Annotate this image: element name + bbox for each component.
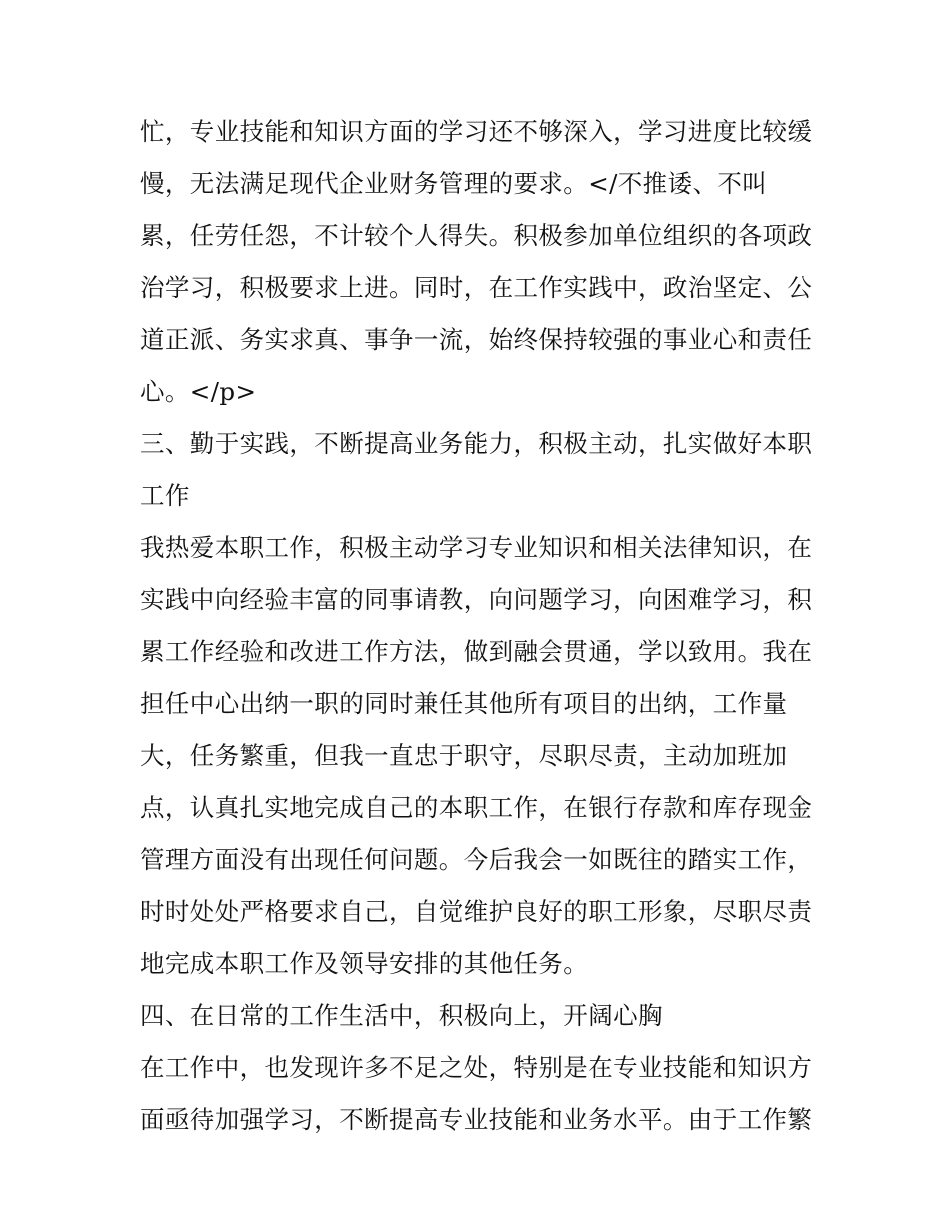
text-line: 点，认真扎实地完成自己的本职工作，在银行存款和库存现金 (140, 793, 813, 822)
text-line: 累，任劳任怨，不计较个人得失。积极参加单位组织的各项政 (140, 221, 813, 250)
body-text (140, 106, 820, 1146)
text-line: 管理方面没有出现任何问题。今后我会一如既往的踏实工作， (140, 845, 813, 874)
section-heading: 三、勤于实践，不断提高业务能力，积极主动，扎实做好本职 (140, 429, 813, 458)
text-line: 道正派、务实求真、事争一流，始终保持较强的事业心和责任 (140, 325, 813, 354)
text-line: 实践中向经验丰富的同事请教，向问题学习，向困难学习，积 (140, 585, 813, 614)
text-line: 我热爱本职工作，积极主动学习专业知识和相关法律知识，在 (140, 533, 813, 562)
text-line: 慢，无法满足现代企业财务管理的要求。</不推诿、不叫 (140, 169, 768, 198)
text-line: 累工作经验和改进工作方法，做到融会贯通，学以致用。我在 (140, 637, 813, 666)
text-line: 治学习，积极要求上进。同时，在工作实践中，政治坚定、公 (140, 273, 813, 302)
text-line: 地完成本职工作及领导安排的其他任务。 (140, 949, 589, 978)
text-line: 面亟待加强学习，不断提高专业技能和业务水平。由于工作繁 (140, 1105, 813, 1134)
text-line: 忙，专业技能和知识方面的学习还不够深入，学习进度比较缓 (140, 117, 813, 146)
text-line: 心。</p> (140, 377, 257, 406)
text-line: 担任中心出纳一职的同时兼任其他所有项目的出纳，工作量 (140, 689, 788, 718)
section-heading: 工作 (140, 481, 190, 510)
section-heading: 四、在日常的工作生活中，积极向上，开阔心胸 (140, 1001, 663, 1030)
text-line: 在工作中，也发现许多不足之处，特别是在专业技能和知识方 (140, 1053, 813, 1082)
text-line: 时时处处严格要求自己，自觉维护良好的职工形象，尽职尽责 (140, 897, 813, 926)
text-line: 大，任务繁重，但我一直忠于职守，尽职尽责，主动加班加 (140, 741, 788, 770)
